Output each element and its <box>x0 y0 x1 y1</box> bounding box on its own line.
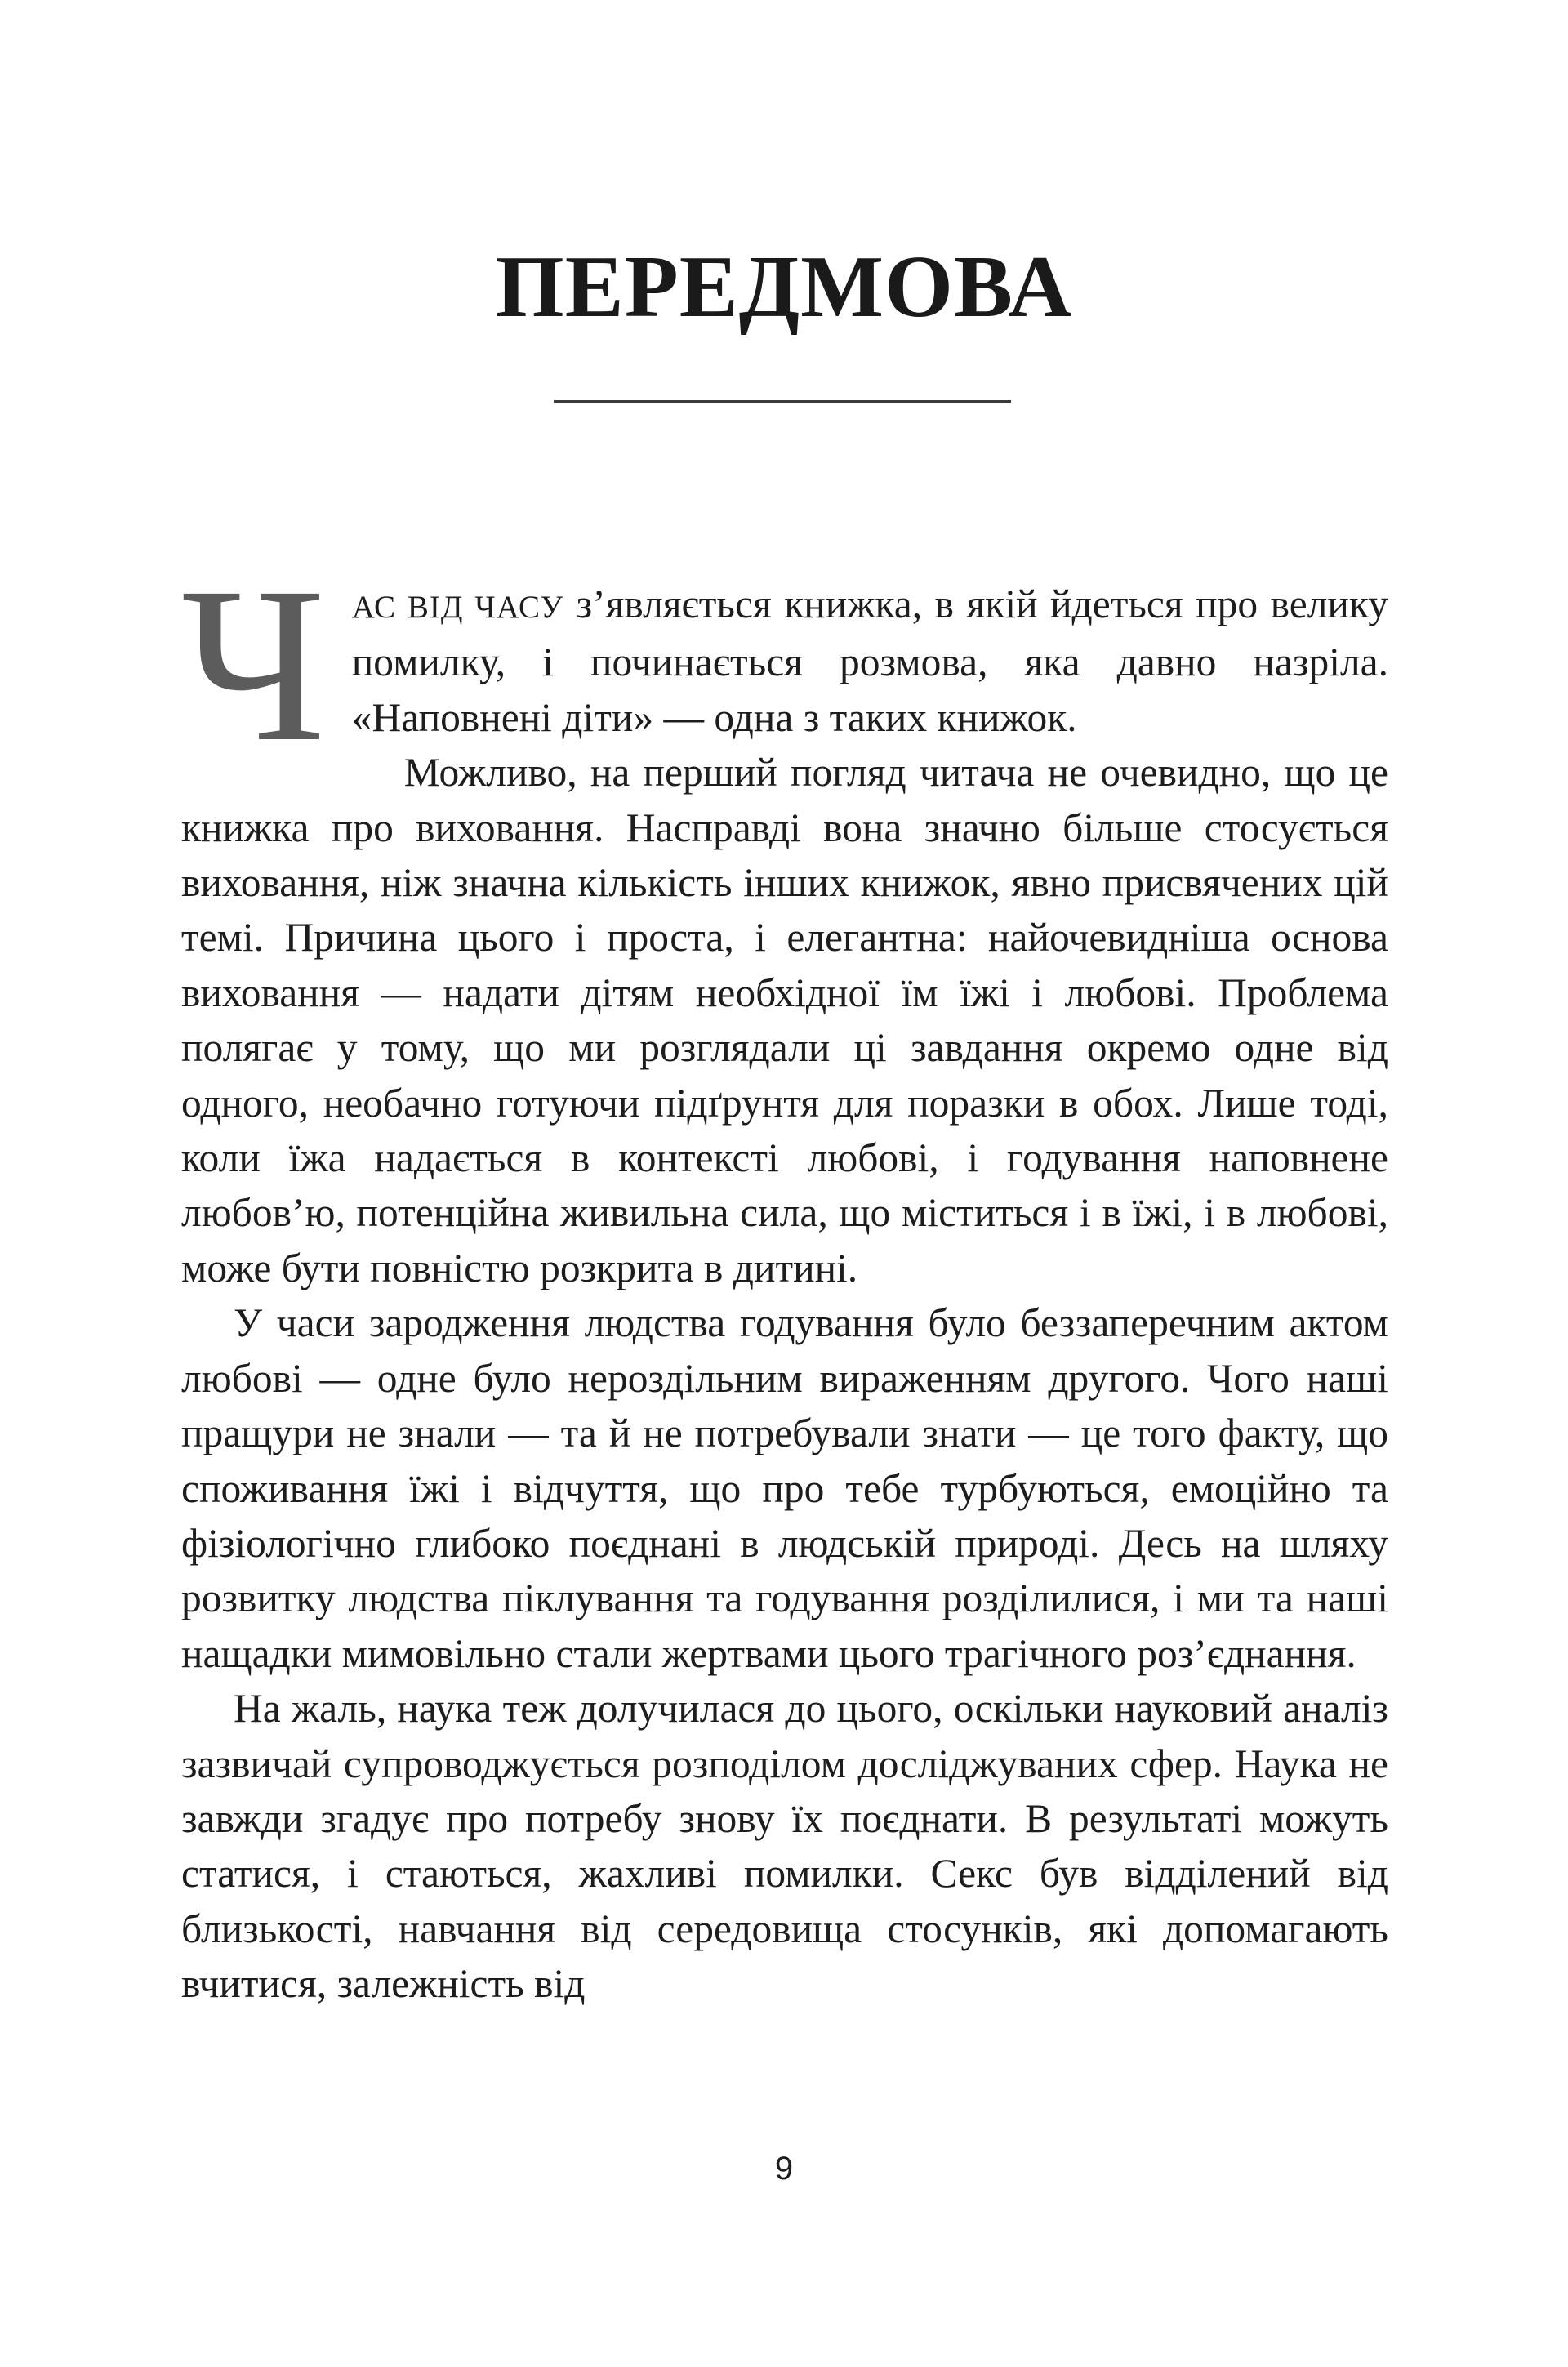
paragraph-1-text: з’являється книжка, в якій йдеться про велику помилку, і починається розмова, яка давно назріла. «Наповнені діти» — одна з таких книжок. <box>351 582 1388 740</box>
opening-small-caps: АС ВІД ЧАСУ <box>351 590 564 625</box>
paragraph-2: Можливо, на перший погляд читача не очевидно, що це книжка про виховання. Насправді вона значно більше стосується виховання, ніж значна кількість інших книжок, явно присвячених цій темі. Причина цього і проста, і елегантна: найочевидніша основа виховання — надати дітям необхідної їм їжі і любові. Проблема полягає у тому, що ми розглядали ці завдання окремо одне від одного, необачно готуючи підґрунтя для поразки в обох. Лише тоді, коли їжа надається в контексті любові, і годування наповнене любов’ю, потенційна живильна сила, що міститься і в їжі, і в любові, може бути повністю розкрита в дитині. <box>181 750 1388 1290</box>
paragraph-3: У часи зародження людства годування було беззаперечним актом любові — одне було нероздільним вираженням другого. Чого наші пращури не знали — та й не потребували знати — це того факту, що споживання їжі і відчуття, що про тебе турбуються, емоційно та фізіологічно глибоко поєднані в людській природі. Десь на шляху розвитку людства піклування та годування розділилися, і ми та наші нащадки мимовільно стали жертвами цього трагічного роз’єднання. <box>181 1300 1388 1676</box>
paragraph-4: На жаль, наука теж долучилася до цього, оскільки науковий аналіз зазвичай супроводжується розподілом досліджуваних сфер. Наука не завжди згадує про потребу знову їх поєднати. В результаті можуть статися, і стаються, жахливі помилки. Секс був відділений від близькості, навчання від середовища стосунків, які допомагають вчитися, залежність від <box>181 1686 1388 2007</box>
title-divider <box>554 400 1011 403</box>
drop-cap: Ч <box>181 542 326 787</box>
page-number: 9 <box>774 2151 794 2186</box>
paragraph-1 <box>181 542 1388 787</box>
chapter-title: ПЕРЕДМОВА <box>495 238 1073 336</box>
chapter-body <box>181 542 1388 2012</box>
